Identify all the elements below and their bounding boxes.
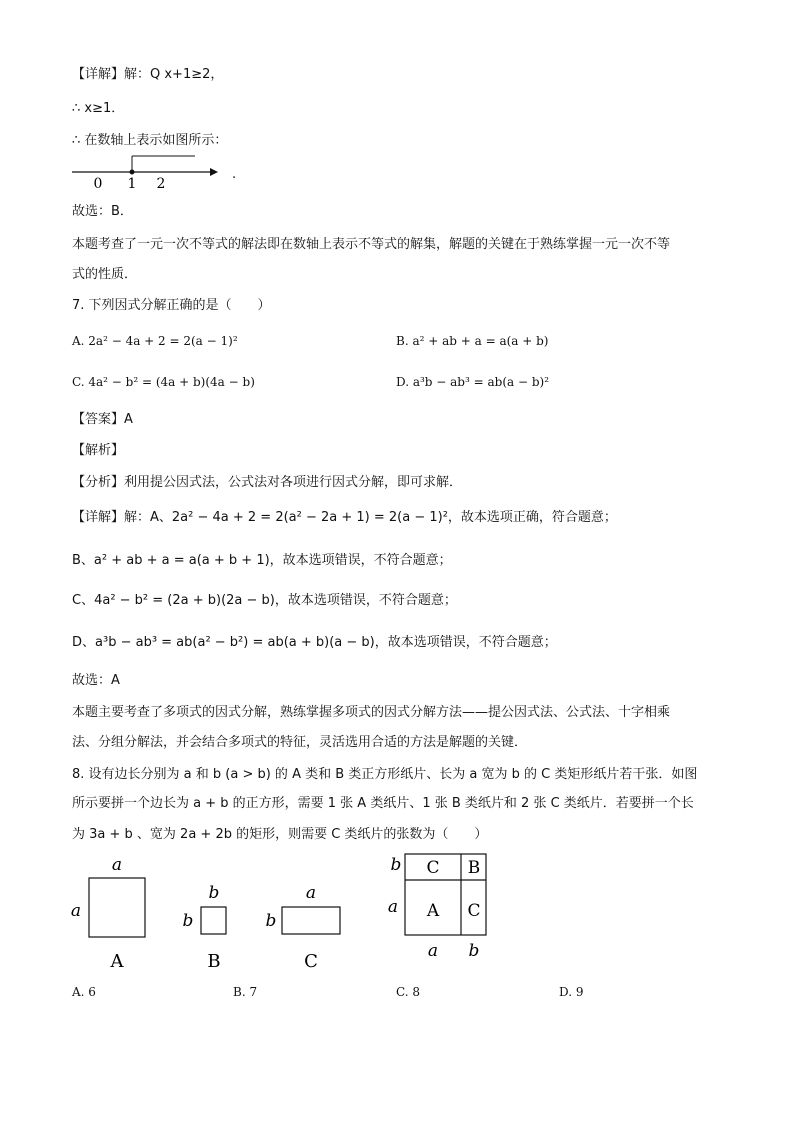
tick-2: 2 bbox=[156, 176, 166, 192]
c-top-label: a bbox=[305, 883, 317, 903]
q7-option-c: C. 4a² − b² = (4a + b)(4a − b) bbox=[72, 375, 255, 389]
big-left-a-label: a bbox=[387, 897, 399, 917]
choose-b: 故选：B． bbox=[72, 204, 133, 219]
big-left-b-label: b bbox=[390, 855, 402, 875]
q7-option-a: A. 2a² − 4a + 2 = 2(a − 1)² bbox=[72, 334, 238, 348]
number-line-figure bbox=[70, 150, 250, 192]
paper-pieces-figure bbox=[66, 848, 506, 976]
choose-a: 故选：A bbox=[72, 673, 120, 688]
cell-bottom-right: C bbox=[467, 901, 481, 921]
summary-6-line-2: 式的性质． bbox=[72, 267, 138, 282]
solution-point bbox=[130, 170, 135, 175]
summary-6-line-1: 本题考查了一元一次不等式的解法即在数轴上表示不等式的解集，解题的关键在于熟练掌握一元一次不等 bbox=[72, 237, 671, 252]
solution-line-2: ∴ x≥1． bbox=[72, 101, 125, 116]
a-top-label: a bbox=[111, 855, 123, 875]
q7-option-b: B. a² + ab + a = a(a + b) bbox=[396, 334, 549, 348]
detail-a: 【详解】解：A、2a² − 4a + 2 = 2(a² − 2a + 1) = 2(a − 1)²，故本选项正确，符合题意； bbox=[72, 510, 617, 525]
b-name-label: B bbox=[207, 951, 221, 972]
cell-top-right: B bbox=[467, 858, 481, 878]
question-8-line-2: 所示要拼一个边长为 a + b 的正方形，需要 1 张 A 类纸片、1 张 B 类纸片和 2 张 C 类纸片．若要拼一个长 bbox=[72, 796, 694, 811]
detail-b: B、a² + ab + a = a(a + b + 1)，故本选项错误，不符合题意； bbox=[72, 553, 452, 568]
piece-c-rect bbox=[282, 907, 340, 934]
axis-trailing-dot: . bbox=[232, 167, 237, 182]
detail-c: C、4a² − b² = (2a + b)(2a − b)，故本选项错误，不符合题意； bbox=[72, 593, 457, 608]
q8-option-a: A. 6 bbox=[72, 985, 96, 999]
summary-7-line-2: 法、分组分解法，并会结合多项式的特征，灵活选用合适的方法是解题的关键． bbox=[72, 735, 528, 750]
c-name-label: C bbox=[304, 951, 318, 972]
analysis-text: 【分析】利用提公因式法，公式法对各项进行因式分解，即可求解． bbox=[72, 475, 463, 490]
summary-7-line-1: 本题主要考查了多项式的因式分解，熟练掌握多项式的因式分解方法——提公因式法、公式法、十字相乘 bbox=[72, 705, 671, 720]
detail-d: D、a³b − ab³ = ab(a² − b²) = ab(a + b)(a − b)，故本选项错误，不符合题意； bbox=[72, 635, 557, 650]
question-8-line-1: 8. 设有边长分别为 a 和 b (a > b) 的 A 类和 B 类正方形纸片、长为 a 宽为 b 的 C 类矩形纸片若干张．如图 bbox=[72, 767, 698, 782]
question-8-line-3: 为 3a + b 、宽为 2a + 2b 的矩形，则需要 C 类纸片的张数为（ ） bbox=[72, 827, 488, 842]
tick-1: 1 bbox=[127, 176, 137, 192]
q7-option-d: D. a³b − ab³ = ab(a − b)² bbox=[396, 375, 550, 389]
solution-line-1: 【详解】解：Q x+1≥2， bbox=[72, 67, 224, 82]
piece-a-square bbox=[89, 878, 145, 937]
a-side-label: a bbox=[70, 901, 82, 921]
a-name-label: A bbox=[110, 951, 124, 972]
q8-option-b: B. 7 bbox=[233, 985, 258, 999]
cell-bottom-left: A bbox=[426, 901, 440, 921]
answer-label: 【答案】A bbox=[72, 412, 133, 427]
q8-option-c: C. 8 bbox=[396, 985, 421, 999]
tick-0: 0 bbox=[93, 176, 103, 192]
solution-line-3: ∴ 在数轴上表示如图所示： bbox=[72, 133, 228, 148]
piece-b-square bbox=[201, 907, 226, 934]
b-top-label: b bbox=[208, 883, 220, 903]
cell-top-left: C bbox=[426, 858, 440, 878]
q8-option-d: D. 9 bbox=[559, 985, 584, 999]
analysis-heading: 【解析】 bbox=[72, 443, 125, 458]
big-bottom-a-label: a bbox=[427, 941, 439, 961]
b-side-label: b bbox=[182, 911, 194, 931]
axis-arrow bbox=[210, 168, 218, 176]
big-bottom-b-label: b bbox=[468, 941, 480, 961]
question-7: 7. 下列因式分解正确的是（ ） bbox=[72, 298, 271, 313]
c-side-label: b bbox=[265, 911, 277, 931]
